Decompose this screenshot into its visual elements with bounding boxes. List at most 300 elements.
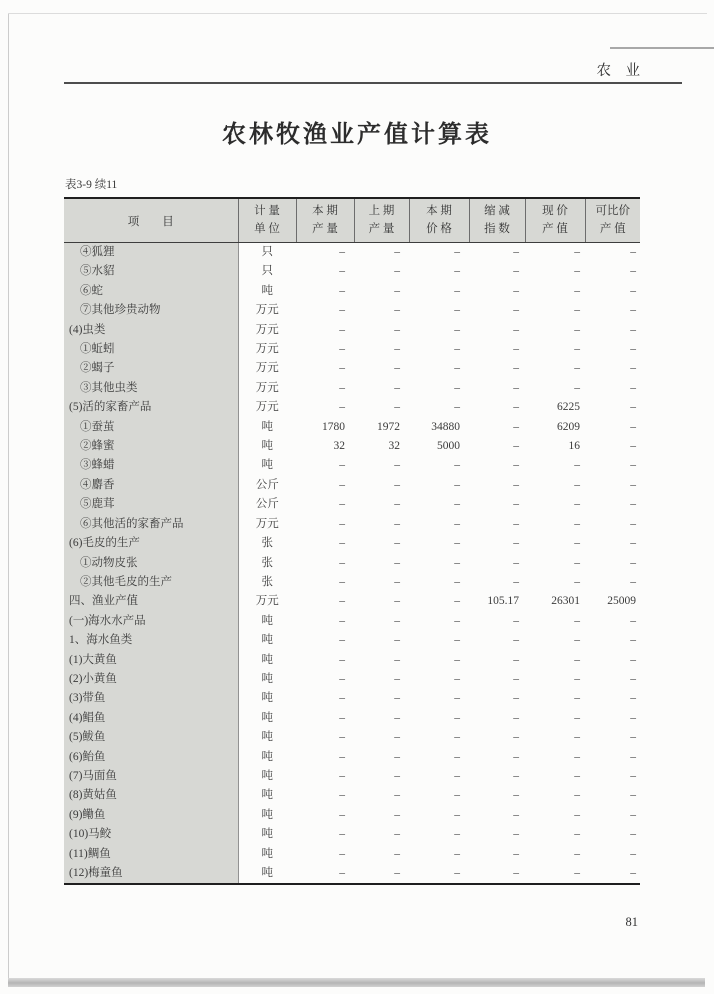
row-value: 16: [568, 440, 580, 453]
row-value: –: [513, 304, 519, 317]
row-unit: 只: [261, 246, 273, 258]
section-header: 农 业: [596, 63, 640, 79]
row-value: –: [339, 517, 345, 530]
row-value: –: [394, 847, 400, 860]
table-body: [64, 243, 640, 885]
row-value: –: [574, 672, 580, 685]
row-unit: 吨: [261, 711, 273, 724]
row-value: 1780: [322, 420, 345, 433]
page-edge-bottom: [8, 978, 705, 987]
row-value: –: [339, 789, 345, 802]
row-value: –: [513, 692, 519, 705]
row-unit: 吨: [261, 731, 273, 744]
table-row: [64, 592, 640, 611]
row-unit: 吨: [261, 828, 273, 841]
row-label: 四、渔业产值: [64, 592, 238, 611]
row-value: –: [513, 575, 519, 588]
row-value: 5000: [437, 440, 460, 453]
row-value: –: [513, 614, 519, 627]
table-header-row: [64, 198, 640, 243]
row-value: –: [513, 284, 519, 297]
row-value: –: [513, 634, 519, 647]
table-row: [64, 515, 640, 534]
row-unit: 张: [261, 575, 273, 588]
row-unit: 万元: [255, 323, 279, 336]
table-row: [64, 554, 640, 573]
row-value: –: [454, 575, 460, 588]
table-row: [64, 379, 640, 398]
row-value: –: [574, 362, 580, 375]
row-value: –: [454, 692, 460, 705]
row-value: –: [339, 343, 345, 356]
row-label: (11)鲷鱼: [64, 845, 238, 864]
row-value: –: [630, 284, 636, 297]
table-row: [64, 495, 640, 514]
row-value: –: [630, 692, 636, 705]
column-header: 本 期 产 量: [296, 198, 354, 243]
scan-artifact-line: [610, 47, 714, 49]
row-value: –: [574, 304, 580, 317]
row-value: 6209: [557, 420, 580, 433]
row-value: –: [574, 692, 580, 705]
row-unit: 吨: [261, 440, 273, 453]
row-value: 34880: [431, 420, 460, 433]
row-value: –: [630, 478, 636, 491]
table-row: [64, 845, 640, 864]
row-value: –: [454, 517, 460, 530]
row-value: –: [394, 537, 400, 550]
row-value: –: [630, 614, 636, 627]
row-value: –: [513, 808, 519, 821]
row-value: –: [574, 265, 580, 278]
row-value: –: [454, 808, 460, 821]
table-row: [64, 709, 640, 728]
row-value: –: [630, 867, 636, 879]
row-label: ⑤水貂: [64, 262, 238, 281]
row-unit: 吨: [261, 750, 273, 763]
row-value: –: [394, 711, 400, 724]
row-value: –: [454, 769, 460, 782]
column-header: 上 期 产 量: [354, 198, 409, 243]
table-row: [64, 631, 640, 650]
table-row: [64, 456, 640, 475]
row-value: –: [630, 265, 636, 278]
row-label: (10)马鲛: [64, 825, 238, 844]
row-value: –: [339, 731, 345, 744]
row-label: (5)鲅鱼: [64, 728, 238, 747]
row-value: –: [574, 828, 580, 841]
row-label: (4)虫类: [64, 321, 238, 340]
row-label: ⑥蛇: [64, 282, 238, 301]
table-row: [64, 786, 640, 805]
header-rule-line: [64, 82, 682, 84]
table-row: [64, 340, 640, 359]
table-row: [64, 825, 640, 844]
column-header: 本 期 价 格: [409, 198, 469, 243]
row-value: –: [394, 672, 400, 685]
row-value: –: [454, 246, 460, 258]
row-value: –: [339, 711, 345, 724]
row-value: –: [513, 556, 519, 569]
row-value: –: [630, 789, 636, 802]
row-unit: 吨: [261, 459, 273, 472]
row-value: –: [574, 323, 580, 336]
row-unit: 万元: [255, 381, 279, 394]
row-value: –: [339, 634, 345, 647]
row-value: –: [339, 401, 345, 414]
row-label: ⑤鹿茸: [64, 495, 238, 514]
row-value: –: [339, 595, 345, 608]
row-value: –: [394, 595, 400, 608]
row-value: –: [513, 653, 519, 666]
row-value: –: [394, 517, 400, 530]
row-value: –: [574, 575, 580, 588]
row-value: –: [513, 459, 519, 472]
row-value: –: [394, 634, 400, 647]
row-label: (一)海水水产品: [64, 612, 238, 631]
page-number: 81: [625, 915, 638, 929]
row-value: –: [454, 556, 460, 569]
row-value: –: [339, 575, 345, 588]
row-value: –: [394, 246, 400, 258]
row-value: –: [394, 556, 400, 569]
row-value: –: [630, 517, 636, 530]
row-value: –: [574, 517, 580, 530]
row-value: –: [339, 847, 345, 860]
row-value: –: [454, 867, 460, 879]
row-value: –: [339, 867, 345, 879]
row-unit: 吨: [261, 692, 273, 705]
row-value: –: [513, 731, 519, 744]
row-value: –: [630, 769, 636, 782]
row-value: –: [339, 246, 345, 258]
row-value: –: [630, 420, 636, 433]
row-unit: 吨: [261, 653, 273, 666]
row-label: (3)带鱼: [64, 689, 238, 708]
table-row: [64, 689, 640, 708]
row-value: –: [630, 808, 636, 821]
table-row: [64, 418, 640, 437]
row-value: –: [454, 362, 460, 375]
row-value: –: [339, 653, 345, 666]
row-value: –: [630, 634, 636, 647]
row-unit: 吨: [261, 284, 273, 297]
row-value: –: [574, 808, 580, 821]
row-value: –: [454, 343, 460, 356]
row-value: –: [513, 478, 519, 491]
row-value: –: [513, 867, 519, 879]
row-label: ①动物皮张: [64, 554, 238, 573]
row-value: –: [339, 672, 345, 685]
row-value: –: [513, 828, 519, 841]
row-value: –: [574, 478, 580, 491]
row-value: –: [394, 381, 400, 394]
row-value: –: [454, 498, 460, 511]
table-row: [64, 670, 640, 689]
row-value: –: [339, 498, 345, 511]
row-value: –: [454, 789, 460, 802]
row-label: (5)活的家畜产品: [64, 398, 238, 417]
row-value: –: [339, 459, 345, 472]
table-caption: 表3-9 续11: [65, 179, 118, 191]
row-label: (4)鲳鱼: [64, 709, 238, 728]
row-value: 105.17: [487, 595, 519, 608]
row-value: –: [339, 808, 345, 821]
row-value: –: [454, 672, 460, 685]
row-unit: 万元: [255, 304, 279, 317]
row-value: –: [394, 478, 400, 491]
table-row: [64, 612, 640, 631]
row-value: –: [630, 401, 636, 414]
row-value: –: [513, 498, 519, 511]
row-label: ④麝香: [64, 476, 238, 495]
row-value: –: [454, 304, 460, 317]
row-label: (7)马面鱼: [64, 767, 238, 786]
row-value: 32: [388, 440, 400, 453]
row-value: –: [630, 750, 636, 763]
row-value: –: [630, 711, 636, 724]
row-unit: 公斤: [255, 478, 279, 491]
table-row: [64, 282, 640, 301]
page-title: 农林牧渔业产值计算表: [222, 122, 492, 148]
row-value: –: [339, 692, 345, 705]
row-value: –: [574, 769, 580, 782]
row-value: –: [394, 789, 400, 802]
row-unit: 吨: [261, 769, 273, 782]
row-value: –: [630, 731, 636, 744]
row-value: –: [394, 401, 400, 414]
row-value: –: [513, 265, 519, 278]
row-value: –: [630, 459, 636, 472]
row-label: ②蝎子: [64, 359, 238, 378]
row-value: –: [339, 614, 345, 627]
row-value: –: [454, 265, 460, 278]
row-value: –: [339, 828, 345, 841]
table-row: [64, 301, 640, 320]
column-header-item: 项 目: [64, 198, 238, 243]
row-value: –: [513, 246, 519, 258]
row-value: –: [454, 847, 460, 860]
row-value: –: [630, 304, 636, 317]
row-value: –: [630, 672, 636, 685]
row-value: –: [339, 323, 345, 336]
row-label: ⑥其他活的家畜产品: [64, 515, 238, 534]
row-label: (6)鲐鱼: [64, 748, 238, 767]
row-unit: 吨: [261, 420, 273, 433]
row-value: 26301: [551, 595, 580, 608]
column-header: 现 价 产 值: [525, 198, 585, 243]
row-value: –: [574, 246, 580, 258]
row-value: –: [454, 323, 460, 336]
row-value: –: [394, 731, 400, 744]
row-value: –: [574, 750, 580, 763]
row-value: –: [394, 828, 400, 841]
row-unit: 张: [261, 537, 273, 550]
row-value: –: [630, 847, 636, 860]
row-label: (2)小黄鱼: [64, 670, 238, 689]
row-value: –: [394, 614, 400, 627]
row-label: ①蚕茧: [64, 418, 238, 437]
row-value: –: [513, 847, 519, 860]
row-value: –: [630, 828, 636, 841]
row-value: –: [574, 459, 580, 472]
row-label: ⑦其他珍贵动物: [64, 301, 238, 320]
table-row: [64, 806, 640, 825]
row-value: –: [454, 459, 460, 472]
row-value: –: [339, 381, 345, 394]
row-unit: 万元: [255, 517, 279, 530]
row-value: –: [630, 440, 636, 453]
row-value: –: [574, 847, 580, 860]
row-value: –: [630, 362, 636, 375]
row-value: –: [574, 343, 580, 356]
row-value: –: [630, 653, 636, 666]
row-value: 6225: [557, 401, 580, 414]
row-value: –: [394, 265, 400, 278]
row-value: –: [630, 381, 636, 394]
row-label: (9)鳓鱼: [64, 806, 238, 825]
row-value: –: [454, 614, 460, 627]
table-row: [64, 573, 640, 592]
row-unit: 吨: [261, 789, 273, 802]
table-row: [64, 262, 640, 281]
table-row: [64, 476, 640, 495]
row-value: –: [394, 808, 400, 821]
row-value: –: [574, 653, 580, 666]
row-value: –: [513, 343, 519, 356]
row-value: –: [630, 246, 636, 258]
output-value-table: [64, 197, 640, 885]
row-unit: 吨: [261, 634, 273, 647]
row-value: 1972: [377, 420, 400, 433]
row-value: –: [513, 362, 519, 375]
row-unit: 万元: [255, 343, 279, 356]
page-edge-top: [8, 13, 707, 14]
row-value: –: [513, 381, 519, 394]
row-label: ③其他虫类: [64, 379, 238, 398]
table-row: [64, 398, 640, 417]
row-unit: 万元: [255, 401, 279, 414]
row-unit: 万元: [255, 595, 279, 608]
row-value: –: [513, 789, 519, 802]
row-value: –: [339, 537, 345, 550]
row-value: –: [339, 304, 345, 317]
row-value: –: [454, 711, 460, 724]
table-row: [64, 243, 640, 263]
row-value: –: [339, 265, 345, 278]
table-row: [64, 767, 640, 786]
row-value: –: [394, 304, 400, 317]
row-value: –: [454, 828, 460, 841]
row-value: –: [454, 284, 460, 297]
row-value: –: [630, 323, 636, 336]
row-value: 25009: [607, 595, 636, 608]
table-row: [64, 534, 640, 553]
row-unit: 张: [261, 556, 273, 569]
row-value: –: [513, 517, 519, 530]
table-row: [64, 651, 640, 670]
row-value: –: [574, 498, 580, 511]
row-value: –: [394, 498, 400, 511]
row-value: –: [630, 556, 636, 569]
row-value: –: [513, 420, 519, 433]
row-value: –: [630, 575, 636, 588]
row-unit: 吨: [261, 847, 273, 860]
row-value: –: [394, 343, 400, 356]
row-value: –: [513, 711, 519, 724]
row-label: ③蜂蜡: [64, 456, 238, 475]
table-row: [64, 321, 640, 340]
row-value: –: [513, 750, 519, 763]
row-value: –: [574, 537, 580, 550]
row-value: –: [394, 653, 400, 666]
row-value: –: [574, 556, 580, 569]
table-row: [64, 359, 640, 378]
table-row: [64, 748, 640, 767]
row-value: –: [339, 750, 345, 763]
row-label: ②蜂蜜: [64, 437, 238, 456]
row-value: –: [630, 537, 636, 550]
row-value: –: [574, 711, 580, 724]
row-value: –: [454, 401, 460, 414]
row-value: –: [394, 323, 400, 336]
row-value: –: [513, 769, 519, 782]
row-value: –: [339, 556, 345, 569]
row-value: –: [454, 750, 460, 763]
column-header: 可比价 产 值: [585, 198, 640, 243]
row-value: –: [454, 537, 460, 550]
row-value: –: [394, 459, 400, 472]
row-label: 1、海水鱼类: [64, 631, 238, 650]
row-value: –: [574, 867, 580, 879]
row-value: –: [513, 537, 519, 550]
row-value: –: [394, 575, 400, 588]
row-label: (6)毛皮的生产: [64, 534, 238, 553]
table-row: [64, 728, 640, 747]
row-value: –: [394, 867, 400, 879]
row-value: –: [513, 440, 519, 453]
row-value: –: [454, 634, 460, 647]
row-value: –: [394, 769, 400, 782]
row-value: –: [394, 284, 400, 297]
row-value: –: [513, 672, 519, 685]
row-value: –: [454, 653, 460, 666]
row-value: 32: [333, 440, 345, 453]
row-value: –: [339, 284, 345, 297]
row-unit: 吨: [261, 808, 273, 821]
row-label: ①蚯蚓: [64, 340, 238, 359]
row-value: –: [339, 362, 345, 375]
row-value: –: [513, 323, 519, 336]
row-value: –: [513, 401, 519, 414]
row-value: –: [630, 498, 636, 511]
row-value: –: [394, 692, 400, 705]
row-label: (8)黄姑鱼: [64, 786, 238, 805]
table-row: [64, 437, 640, 456]
row-unit: 万元: [255, 362, 279, 375]
row-label: (1)大黄鱼: [64, 651, 238, 670]
row-value: –: [339, 769, 345, 782]
row-value: –: [630, 343, 636, 356]
table-row: [64, 864, 640, 884]
column-header: 计 量 单 位: [238, 198, 296, 243]
row-value: –: [394, 362, 400, 375]
row-unit: 公斤: [255, 498, 279, 511]
row-value: –: [454, 731, 460, 744]
page-edge-left: [8, 13, 9, 987]
row-value: –: [574, 789, 580, 802]
row-value: –: [574, 614, 580, 627]
